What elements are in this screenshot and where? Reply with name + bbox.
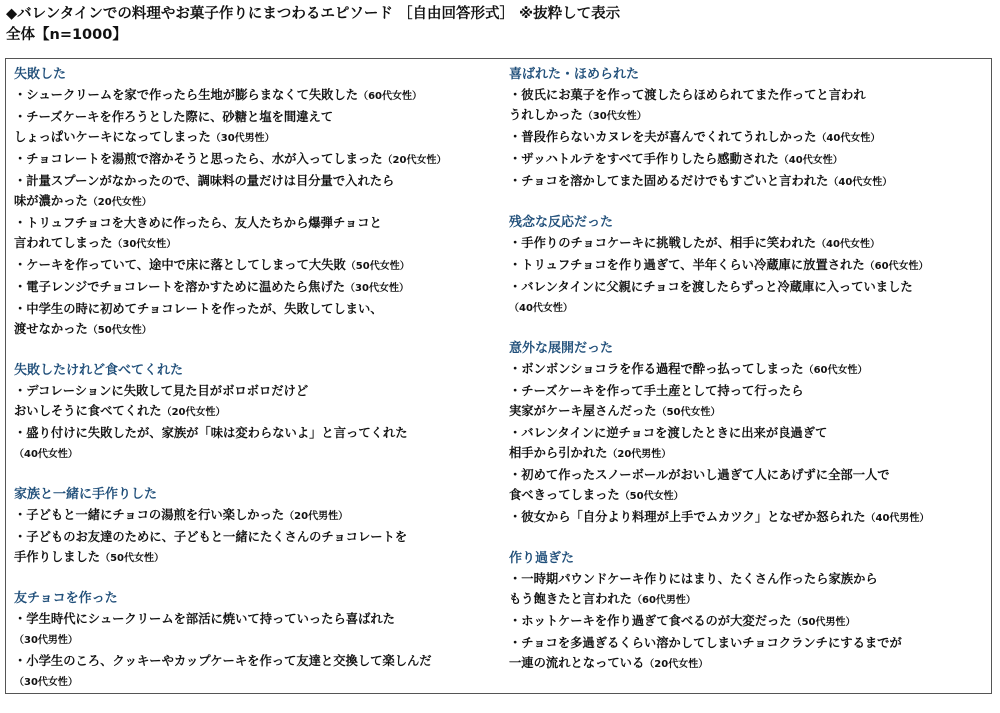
section-title: 失敗した <box>14 67 67 82</box>
episode-line <box>14 671 502 693</box>
episode-line <box>509 589 987 611</box>
episode-text: ・子どものお友達のために、子どもと一緒にたくさんのチョコレートを <box>14 530 408 544</box>
respondent-attribute: （50代女性） <box>656 407 721 418</box>
episode-line <box>14 547 502 569</box>
episode-text: ・トリュフチョコを作り過ぎて、半年くらい冷蔵庫に放置された <box>509 258 865 272</box>
page-title: ◆バレンタインでの料理やお菓子作りにまつわるエピソード ［自由回答形式］ ※抜粋して表示 <box>6 6 621 22</box>
episode-line <box>509 507 987 529</box>
episode-text: 実家がケーキ屋さんだった <box>509 404 657 418</box>
respondent-attribute: （40代男性） <box>865 513 930 524</box>
respondent-attribute: （30代男性） <box>14 635 78 646</box>
episode-text: うれしかった <box>509 108 583 122</box>
episode-line <box>509 465 987 485</box>
episode-line <box>14 191 502 213</box>
episode-line <box>14 171 502 191</box>
respondent-attribute: （20代女性） <box>644 659 709 670</box>
episode-line <box>509 359 987 381</box>
episode-text: 渡せなかった <box>14 322 88 336</box>
episode-box <box>5 58 992 694</box>
respondent-attribute: （30代女性） <box>345 283 409 294</box>
episode-line <box>509 443 987 465</box>
episode-line <box>14 85 502 107</box>
respondent-attribute: （20代女性） <box>382 155 447 166</box>
episode-line <box>14 629 502 651</box>
episode-line <box>14 381 502 401</box>
respondent-attribute: （60代女性） <box>803 365 868 376</box>
episode-section <box>14 65 502 341</box>
section-title: 意外な展開だった <box>509 341 614 356</box>
respondent-attribute: （30代男性） <box>210 133 275 144</box>
episode-text: ・デコレーションに失敗して見た目がボロボロだけど <box>14 384 309 398</box>
section-title: 失敗したけれど食べてくれた <box>14 363 184 378</box>
respondent-attribute: （30代女性） <box>112 239 177 250</box>
respondent-attribute: （60代男性） <box>631 595 696 606</box>
episode-text: ・小学生のころ、クッキーやカップケーキを作って友達と交換して楽しんだ <box>14 654 432 668</box>
episode-text: ・中学生の時に初めてチョコレートを作ったが、失敗してしまい、 <box>14 302 383 316</box>
respondent-attribute: （40代女性） <box>14 449 78 460</box>
episode-line <box>14 505 502 527</box>
respondent-attribute: （40代女性） <box>816 133 881 144</box>
respondent-attribute: （50代女性） <box>100 553 165 564</box>
episode-line <box>14 233 502 255</box>
episode-text: ・子どもと一緒にチョコの湯煎を行い楽しかった <box>14 508 285 522</box>
episode-text: 手作りしました <box>14 550 101 564</box>
episode-text: ・計量スプーンがなかったので、調味料の量だけは目分量で入れたら <box>14 174 395 188</box>
episode-line <box>509 255 987 277</box>
episode-text: ・ザッハトルテをすべて手作りしたら感動された <box>509 152 779 166</box>
episode-text: 言われてしまった <box>14 236 113 250</box>
episode-section <box>509 65 987 193</box>
episode-text: ・チーズケーキを作ろうとした際に、砂糖と塩を間違えて <box>14 110 334 124</box>
episode-line <box>509 233 987 255</box>
respondent-attribute: （20代男性） <box>607 449 672 460</box>
respondent-attribute: （20代女性） <box>87 197 152 208</box>
respondent-attribute: （40代女性） <box>828 177 893 188</box>
right-column <box>509 65 987 695</box>
episode-line <box>509 485 987 507</box>
episode-line <box>509 297 987 319</box>
episode-line <box>14 651 502 671</box>
episode-line <box>14 609 502 629</box>
episode-line <box>14 107 502 127</box>
left-column <box>14 65 502 713</box>
episode-line <box>509 423 987 443</box>
respondent-attribute: （20代男性） <box>284 511 349 522</box>
episode-text: 一連の流れとなっている <box>509 656 645 670</box>
episode-section <box>14 589 502 693</box>
episode-text: ・手作りのチョコケーキに挑戦したが、相手に笑われた <box>509 236 817 250</box>
episode-line <box>14 423 502 443</box>
episode-text: ・普段作らないカヌレを夫が喜んでくれてうれしかった <box>509 130 817 144</box>
episode-text: 味が濃かった <box>14 194 88 208</box>
episode-text: ・チョコレートを湯煎で溶かそうと思ったら、水が入ってしまった <box>14 152 383 166</box>
episode-line <box>509 569 987 589</box>
respondent-attribute: （20代女性） <box>161 407 226 418</box>
episode-line <box>14 127 502 149</box>
section-title: 残念な反応だった <box>509 215 614 230</box>
episode-line <box>14 213 502 233</box>
respondent-attribute: （40代女性） <box>816 239 880 250</box>
episode-text: ・トリュフチョコを大きめに作ったら、友人たちから爆弾チョコと <box>14 216 382 230</box>
episode-section <box>14 361 502 465</box>
respondent-attribute: （30代女性） <box>14 677 78 688</box>
episode-line <box>509 653 987 675</box>
episode-text: ・チョコを溶かしてまた固めるだけでもすごいと言われた <box>509 174 829 188</box>
episode-line <box>14 255 502 277</box>
episode-section <box>509 339 987 529</box>
header <box>6 5 620 44</box>
episode-line <box>509 127 987 149</box>
sample-size-label: 全体【n=1000】 <box>6 27 127 43</box>
episode-section <box>509 213 987 319</box>
episode-text: ・チーズケーキを作って手土産として持って行ったら <box>509 384 804 398</box>
respondent-attribute: （60代女性） <box>358 91 422 102</box>
episode-line <box>509 85 987 105</box>
episode-text: ・バレンタインに父親にチョコを渡したらずっと冷蔵庫に入っていました <box>509 280 913 294</box>
episode-text: ・シュークリームを家で作ったら生地が膨らまなくて失敗した <box>14 88 359 102</box>
episode-text: ・電子レンジでチョコレートを溶かすために温めたら焦げた <box>14 280 346 294</box>
respondent-attribute: （50代男性） <box>791 617 856 628</box>
episode-text: ・ボンボンショコラを作る過程で酔っ払ってしまった <box>509 362 804 376</box>
section-title: 友チョコを作った <box>14 591 118 606</box>
episode-line <box>509 611 987 633</box>
episode-text: ・彼氏にお菓子を作って渡したらほめられてまた作ってと言われ <box>509 88 866 102</box>
respondent-attribute: （50代女性） <box>87 325 152 336</box>
respondent-attribute: （40代女性） <box>509 303 573 314</box>
episode-text: おいしそうに食べてくれた <box>14 404 162 418</box>
episode-line <box>509 401 987 423</box>
episode-line <box>14 527 502 547</box>
episode-line <box>509 277 987 297</box>
section-title: 家族と一緒に手作りした <box>14 487 158 502</box>
episode-line <box>14 149 502 171</box>
episode-section <box>509 549 987 675</box>
episode-text: しょっぱいケーキになってしまった <box>14 130 211 144</box>
episode-text: もう飽きたと言われた <box>509 592 632 606</box>
episode-text: ・一時期パウンドケーキ作りにはまり、たくさん作ったら家族から <box>509 572 878 586</box>
respondent-attribute: （60代女性） <box>864 261 929 272</box>
episode-text: ・チョコを多過ぎるくらい溶かしてしまいチョコクランチにするまでが <box>509 636 902 650</box>
episode-text: 食べきってしまった <box>509 488 620 502</box>
section-title: 喜ばれた・ほめられた <box>509 67 640 82</box>
episode-line <box>509 149 987 171</box>
episode-text: ・初めて作ったスノーボールがおいし過ぎて人にあげずに全部一人で <box>509 468 890 482</box>
episode-text: ・彼女から「自分より料理が上手でムカツク」となぜか怒られた <box>509 510 866 524</box>
episode-text: ・ケーキを作っていて、途中で床に落としてしまって大失敗 <box>14 258 346 272</box>
episode-line <box>14 299 502 319</box>
episode-text: ・バレンタインに逆チョコを渡したときに出来が良過ぎて <box>509 426 828 440</box>
episode-line <box>14 277 502 299</box>
episode-line <box>14 319 502 341</box>
episode-line <box>509 105 987 127</box>
episode-line <box>14 443 502 465</box>
episode-text: ・ホットケーキを作り過ぎて食べるのが大変だった <box>509 614 792 628</box>
episode-text: ・学生時代にシュークリームを部活に焼いて持っていったら喜ばれた <box>14 612 395 626</box>
episode-line <box>509 171 987 193</box>
respondent-attribute: （30代女性） <box>582 111 647 122</box>
episode-line <box>509 633 987 653</box>
episode-line <box>509 381 987 401</box>
episode-text: 相手から引かれた <box>509 446 608 460</box>
section-title: 作り過ぎた <box>509 551 575 566</box>
respondent-attribute: （50代女性） <box>619 491 684 502</box>
episode-section <box>14 485 502 569</box>
respondent-attribute: （50代女性） <box>345 261 410 272</box>
episode-text: ・盛り付けに失敗したが、家族が「味は変わらないよ」と言ってくれた <box>14 426 408 440</box>
episode-line <box>14 401 502 423</box>
respondent-attribute: （40代女性） <box>778 155 843 166</box>
